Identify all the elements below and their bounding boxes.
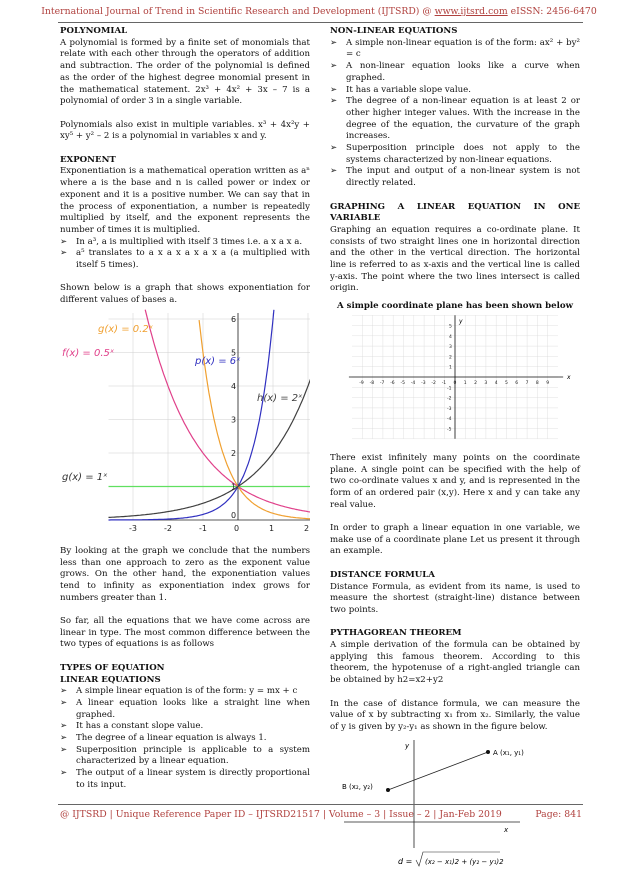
list-item: ➢ Superposition principle is applicable to a system characterized by a linear equation. <box>60 745 310 768</box>
x-tick-label: 2 <box>304 523 310 533</box>
plane-x-tick: -2 <box>431 380 436 386</box>
point-b <box>386 788 390 792</box>
x-tick-label: 1 <box>269 523 275 533</box>
origin-label: 0 <box>231 510 237 520</box>
plane-x-tick: -4 <box>410 380 416 386</box>
distance-formula-lhs: d = <box>398 856 413 866</box>
plane-x-tick: 0 <box>453 380 457 386</box>
dist-x-label: x <box>504 825 509 834</box>
y-tick-label: 4 <box>231 381 237 391</box>
dist-y-label: y <box>405 741 410 750</box>
paragraph: So far, all the equations that we have come across are linear in type. The most common difference between the two types of equations is as follows <box>60 616 310 650</box>
point-a <box>486 750 490 754</box>
label-f: f(x) = 0.5ˣ <box>62 347 115 359</box>
plane-y-tick: -1 <box>447 386 452 392</box>
paragraph: By looking at the graph we conclude that the numbers less than one approach to zero as the exponent value grows. On the other hand, the exponentiation values tend to infinity as exponentiation index grows for numbers greater than 1. <box>60 545 310 603</box>
section-heading-exponent: EXPONENT <box>60 154 116 165</box>
plane-x-tick: 6 <box>515 380 519 386</box>
point-a-label: A (x₁, y₁) <box>493 748 524 757</box>
page-number: Page: 841 <box>535 809 582 820</box>
plane-x-tick: -6 <box>390 380 395 386</box>
plane-x-tick: -8 <box>369 380 375 386</box>
plane-caption: A simple coordinate plane has been shown below <box>336 301 574 312</box>
exponential-graph <box>60 308 310 540</box>
list-item: ➢ The input and output of a non-linear system is not directly related. <box>330 166 580 189</box>
y-tick-label: 2 <box>231 448 237 458</box>
plane-x-tick: -7 <box>379 380 385 386</box>
list-item: ➢ The output of a linear system is directly proportional to its input. <box>60 768 310 791</box>
list-item: ➢ The degree of a linear equation is always 1. <box>60 733 310 745</box>
footer-reference: @ IJTSRD | Unique Reference Paper ID – IJTSRD21517 | Volume – 3 | Issue – 2 | Jan-Feb 2019 <box>60 809 502 820</box>
plane-x-tick: 4 <box>494 380 498 386</box>
plane-x-tick: 3 <box>484 380 488 386</box>
section-heading-pythagorean: PYTHAGOREAN THEOREM <box>330 628 462 639</box>
plane-tick-labels <box>359 323 549 432</box>
label-gone: g(x) = 1ˣ <box>62 471 108 483</box>
point-b-label: B (x₂, y₂) <box>342 782 373 791</box>
journal-name: International Journal of Trend in Scientific Research and Development (IJTSRD) @ <box>41 6 435 17</box>
list-item: ➢ Superposition principle does not apply to the systems characterized by non-linear equations. <box>330 143 580 166</box>
distance-figure <box>330 738 580 873</box>
list-item: ➢ A non-linear equation looks like a curve when graphed. <box>330 61 580 84</box>
list-item: ➢ The degree of a non-linear equation is at least 2 or other higher integer values. With the increase in the degree of the equation, the curvature of the graph increases. <box>330 96 580 143</box>
paragraph: Distance Formula, as evident from its name, is used to measure the shortest (straight-line) distance between two points. <box>330 581 580 615</box>
plane-grid <box>349 315 563 439</box>
plane-x-tick: 5 <box>505 380 508 386</box>
section-heading-types: TYPES OF EQUATION <box>60 662 165 673</box>
list-item: ➢ A simple non-linear equation is of the form: ax² + by² = c <box>330 38 580 61</box>
coordinate-plane <box>330 315 580 447</box>
label-p: p(x) = 6ˣ <box>195 355 241 367</box>
page-footer <box>60 809 582 820</box>
label-g: g(x) = 0.2ˣ <box>98 323 154 335</box>
header-rule <box>58 22 583 23</box>
paragraph: There exist infinitely many points on the coordinate plane. A single point can be specified with the help of two co-ordinate values x and y, and is represented in the form of an ordered pair (x,y). Here x and y can take any real value. <box>330 452 580 510</box>
x-tick-label: -3 <box>129 523 137 533</box>
nonlinear-bullets <box>330 38 580 190</box>
plane-x-tick: -9 <box>359 380 364 386</box>
y-tick-label: 1 <box>231 482 237 492</box>
x-tick-label: 0 <box>234 523 240 533</box>
dist-segment <box>388 752 488 790</box>
exponent-bullets <box>60 237 310 272</box>
list-item: ➢ In a³, a is multiplied with itself 3 times i.e. a x a x a. <box>60 237 310 249</box>
footer-rule <box>58 804 583 805</box>
left-column <box>60 26 310 803</box>
x-tick-label: -2 <box>164 523 172 533</box>
paragraph: Exponentiation is a mathematical operation written as aⁿ where a is the base and n is called power or index or exponent and it is a positive number. We can say that in the process of exponentiation, a number is repeatedly multiplied by itself, and the exponent represents the number of times it is multiplied. <box>60 166 310 235</box>
paragraph: In order to graph a linear equation in one variable, we make use of a coordinate plane Let us present it through an example. <box>330 523 580 557</box>
section-heading-distance: DISTANCE FORMULA <box>330 569 435 580</box>
plane-y-label: y <box>459 317 463 325</box>
paragraph: Shown below is a graph that shows exponentiation for different values of bases a. <box>60 283 310 306</box>
plane-y-tick: 1 <box>449 365 452 371</box>
list-item: ➢ A linear equation looks like a straight line when graphed. <box>60 698 310 721</box>
paragraph: In the case of distance formula, we can measure the value of x by subtracting x₁ from x₂. Similarly, the value of y is given by y₂-y₁ as shown in the figure below. <box>330 698 580 732</box>
list-item: ➢ a⁵ translates to a x a x a x a x a (a multiplied with itself 5 times). <box>60 248 310 271</box>
paragraph: A simple derivation of the formula can be obtained by applying this famous theorem. According to this theorem, the hypotenuse of a right-angled triangle can be obtained by h2=x2+y2 <box>330 640 580 686</box>
plane-y-tick: 2 <box>449 355 452 361</box>
plane-x-tick: -5 <box>400 380 405 386</box>
section-heading-linear: LINEAR EQUATIONS <box>60 674 161 685</box>
section-heading-nonlinear: NON-LINEAR EQUATIONS <box>330 26 458 36</box>
y-tick-label: 5 <box>231 348 237 358</box>
journal-header <box>0 6 638 17</box>
section-heading-graphing: GRAPHING A LINEAR EQUATION IN ONE VARIABLE <box>330 201 580 224</box>
y-tick-label: 3 <box>231 415 237 425</box>
plane-y-tick: -3 <box>447 406 452 412</box>
paragraph: A polynomial is formed by a finite set of monomials that relate with each other through the operators of addition and subtraction. The order of the polynomial is defined as the order of the highest degree monomial present in the mathematical statement. 2x³ + 4x² + 3x – 7 is a polynomial of order 3 in a single variable. <box>60 37 310 107</box>
plane-y-tick: 5 <box>449 324 452 330</box>
plane-y-tick: 4 <box>449 334 452 340</box>
plane-x-tick: 9 <box>546 380 550 386</box>
plane-x-tick: -3 <box>421 380 426 386</box>
plane-x-tick: -1 <box>441 380 447 386</box>
plane-x-tick: 7 <box>525 380 529 386</box>
list-item: ➢ A simple linear equation is of the form: y = mx + c <box>60 686 310 698</box>
distance-formula-rhs: (x₂ − x₁)2 + (y₂ − y₁)2 <box>425 857 504 866</box>
plane-y-tick: -4 <box>447 417 452 423</box>
x-tick-label: -1 <box>199 523 207 533</box>
paragraph: Polynomials also exist in multiple variables. x³ + 4x²y + xy⁵ + y² – 2 is a polynomial in variables x and y. <box>60 119 310 142</box>
paragraph: Graphing an equation requires a co-ordinate plane. It consists of two straight lines one in horizontal direction and the other in the vertical direction. The horizontal line is referred to as x-axis and the vertical line is called y-axis. The point where the two lines intersect is called origin. <box>330 224 580 294</box>
plane-x-tick: 2 <box>474 380 477 386</box>
y-tick-label: 6 <box>231 314 237 324</box>
plane-y-tick: 3 <box>449 344 452 350</box>
plane-x-tick: 8 <box>535 380 539 386</box>
list-item: ➢ It has a variable slope value. <box>330 85 580 97</box>
linear-bullets <box>60 686 310 791</box>
section-heading-polynomial: POLYNOMIAL <box>60 26 128 36</box>
plane-y-tick: -5 <box>447 427 452 433</box>
journal-issn: eISSN: 2456-6470 <box>507 6 597 17</box>
journal-url-link[interactable]: www.ijtsrd.com <box>434 6 508 17</box>
plane-x-label: x <box>567 373 571 381</box>
label-h: h(x) = 2ˣ <box>257 392 303 404</box>
list-item: ➢ It has a constant slope value. <box>60 721 310 733</box>
plane-x-tick: 1 <box>463 380 467 386</box>
right-column <box>330 26 580 873</box>
plane-y-tick: -2 <box>447 396 452 402</box>
